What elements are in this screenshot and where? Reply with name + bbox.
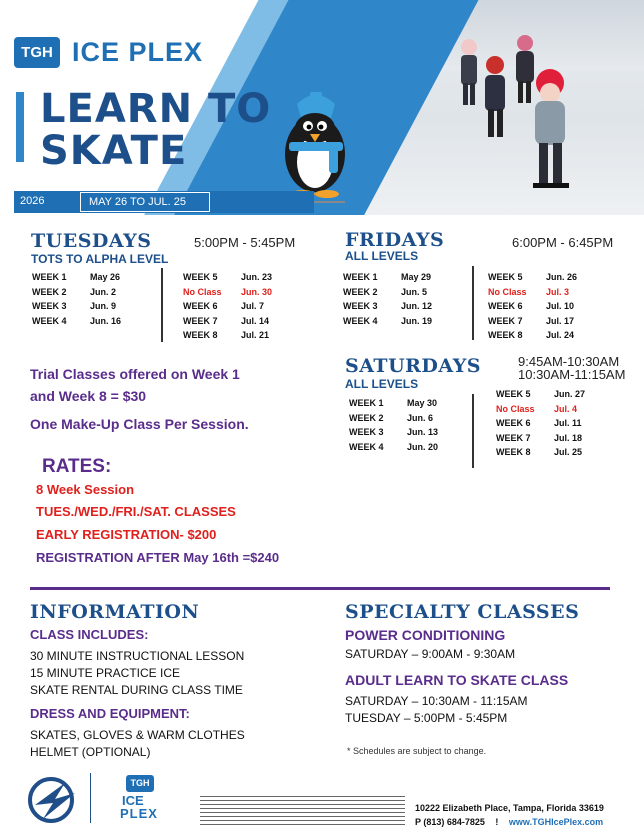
- week-date: Jun. 23: [241, 272, 273, 283]
- week-date: Jul. 14: [241, 315, 270, 326]
- week-row: [488, 328, 577, 343]
- week-label: WEEK 2: [343, 286, 378, 297]
- week-label: WEEK 1: [343, 272, 378, 283]
- week-date: Jun. 6: [407, 412, 434, 423]
- week-date: May 26: [90, 272, 121, 283]
- week-row: [183, 328, 272, 343]
- week-date: Jul. 24: [546, 330, 575, 341]
- week-label: WEEK 4: [32, 315, 67, 326]
- tuesdays-heading: TUESDAYS: [31, 230, 152, 252]
- week-label: WEEK 2: [32, 286, 67, 297]
- fridays-heading: FRIDAYS: [345, 229, 445, 251]
- season-date-range: MAY 26 TO JUL. 25: [80, 192, 210, 212]
- week-label: WEEK 6: [183, 301, 218, 312]
- week-label: WEEK 7: [183, 315, 218, 326]
- week-date: Jul. 17: [546, 315, 575, 326]
- information-heading: INFORMATION: [30, 601, 200, 623]
- week-label: WEEK 3: [349, 427, 384, 438]
- saturdays-times: [518, 355, 625, 381]
- adult-class-times: [345, 693, 528, 727]
- tuesdays-weeks-col2: [183, 270, 272, 343]
- week-row: [32, 299, 121, 314]
- week-row: [343, 299, 432, 314]
- dress-item: HELMET (OPTIONAL): [30, 745, 151, 759]
- footer-logo-divider: [90, 773, 91, 823]
- footer-website-link[interactable]: www.TGHIcePlex.com: [508, 817, 604, 827]
- skaters-illustration: [455, 35, 644, 215]
- week-row: [349, 396, 438, 411]
- week-date: Jun. 26: [546, 272, 578, 283]
- week-label: WEEK 1: [32, 272, 67, 283]
- tgh-logo: TGH: [14, 37, 60, 68]
- includes-item: 30 MINUTE INSTRUCTIONAL LESSON: [30, 649, 245, 663]
- footer-separator: !: [495, 817, 499, 827]
- schedule-note: * Schedules are subject to change.: [347, 746, 487, 756]
- trial-line-2: and Week 8 = $30: [30, 388, 147, 404]
- footer-contact: [415, 803, 604, 827]
- week-date: May 29: [401, 272, 432, 283]
- week-label: No Class: [183, 286, 222, 297]
- week-row: [496, 445, 585, 460]
- fridays-level: ALL LEVELS: [345, 249, 419, 263]
- week-label: WEEK 1: [349, 398, 384, 409]
- week-label: WEEK 8: [496, 447, 531, 458]
- week-date: Jun. 13: [407, 427, 439, 438]
- week-row: [488, 299, 577, 314]
- week-label: WEEK 7: [496, 432, 531, 443]
- week-row: [496, 416, 585, 431]
- class-includes-list: [30, 648, 244, 699]
- dress-equipment-heading: DRESS AND EQUIPMENT:: [30, 706, 190, 721]
- week-date: Jun. 9: [90, 301, 117, 312]
- saturdays-time-1: 9:45AM-10:30AM: [518, 354, 620, 369]
- week-row: [343, 270, 432, 285]
- footer-phone: P (813) 684-7825: [415, 817, 485, 827]
- week-row: [349, 440, 438, 455]
- fridays-weeks-col2: [488, 270, 577, 343]
- week-date: Jul. 21: [241, 330, 270, 341]
- adult-class-heading: ADULT LEARN TO SKATE CLASS: [345, 672, 569, 688]
- column-divider: [161, 268, 163, 342]
- adult-time: SATURDAY – 10:30AM - 11:15AM: [345, 694, 528, 708]
- week-label: WEEK 8: [488, 330, 523, 341]
- week-label: WEEK 5: [488, 272, 523, 283]
- week-date: Jun. 30: [241, 286, 273, 297]
- dress-item: SKATES, GLOVES & WARM CLOTHES: [30, 728, 245, 742]
- week-label: WEEK 3: [32, 301, 67, 312]
- rates-early-registration: EARLY REGISTRATION- $200: [36, 527, 217, 542]
- saturdays-heading: SATURDAYS: [345, 355, 481, 377]
- saturdays-level: ALL LEVELS: [345, 377, 419, 391]
- rates-classes: TUES./WED./FRI./SAT. CLASSES: [36, 504, 236, 519]
- rates-late-registration: REGISTRATION AFTER May 16th =$240: [36, 550, 280, 565]
- column-divider: [472, 266, 474, 340]
- week-date: Jul. 25: [554, 447, 583, 458]
- no-class-row: [496, 402, 585, 417]
- week-row: [32, 285, 121, 300]
- season-year: 2026: [20, 195, 45, 207]
- week-label: WEEK 8: [183, 330, 218, 341]
- title-line-2: SKATE: [40, 128, 188, 174]
- footer-tgh-mark: TGH: [126, 775, 154, 792]
- power-conditioning-time: SATURDAY – 9:00AM - 9:30AM: [345, 647, 516, 661]
- week-label: WEEK 4: [343, 315, 378, 326]
- week-label: WEEK 2: [349, 412, 384, 423]
- rates-heading: RATES:: [42, 456, 112, 477]
- week-label: No Class: [496, 403, 535, 414]
- week-row: [496, 387, 585, 402]
- week-row: [32, 314, 121, 329]
- column-divider: [472, 394, 474, 468]
- makeup-note: One Make-Up Class Per Session.: [30, 416, 249, 432]
- page-title: [40, 88, 271, 172]
- week-row: [183, 314, 272, 329]
- includes-item: 15 MINUTE PRACTICE ICE: [30, 666, 181, 680]
- title-accent-bar: [16, 92, 24, 162]
- ice-plex-logo-text: ICE PLEX: [72, 37, 204, 67]
- week-date: Jul. 11: [554, 418, 582, 429]
- week-row: [343, 285, 432, 300]
- week-label: WEEK 5: [183, 272, 218, 283]
- week-row: [183, 299, 272, 314]
- footer-logo-ice: ICE: [122, 793, 144, 808]
- footer-lines: [200, 796, 405, 828]
- week-row: [183, 270, 272, 285]
- tuesdays-time: 5:00PM - 5:45PM: [194, 235, 296, 250]
- includes-item: SKATE RENTAL DURING CLASS TIME: [30, 683, 243, 697]
- week-label: WEEK 5: [496, 389, 531, 400]
- power-conditioning-heading: POWER CONDITIONING: [345, 627, 506, 643]
- saturdays-weeks-col1: [349, 396, 438, 454]
- week-label: No Class: [488, 286, 527, 297]
- no-class-row: [488, 285, 577, 300]
- week-row: [343, 314, 432, 329]
- section-divider: [30, 587, 610, 590]
- week-date: Jun. 19: [401, 315, 433, 326]
- week-date: Jun. 5: [401, 286, 428, 297]
- header-banner: [0, 0, 644, 215]
- fridays-weeks-col1: [343, 270, 432, 328]
- week-date: Jul. 18: [554, 432, 583, 443]
- tuesdays-weeks-col1: [32, 270, 121, 328]
- week-date: Jul. 10: [546, 301, 575, 312]
- trial-offer: [30, 363, 240, 407]
- week-date: Jul. 7: [241, 301, 265, 312]
- week-date: Jun. 12: [401, 301, 433, 312]
- fridays-time: 6:00PM - 6:45PM: [512, 235, 614, 250]
- week-date: Jun. 27: [554, 389, 586, 400]
- week-label: WEEK 4: [349, 441, 384, 452]
- week-label: WEEK 3: [343, 301, 378, 312]
- specialty-heading: SPECIALTY CLASSES: [345, 601, 580, 623]
- tuesdays-level: TOTS TO ALPHA LEVEL: [31, 252, 169, 266]
- dress-equipment-list: [30, 727, 245, 761]
- week-row: [488, 270, 577, 285]
- week-row: [349, 425, 438, 440]
- week-row: [349, 411, 438, 426]
- week-label: WEEK 6: [496, 418, 531, 429]
- week-date: Jul. 3: [546, 286, 570, 297]
- week-row: [488, 314, 577, 329]
- week-label: WEEK 7: [488, 315, 523, 326]
- no-class-row: [183, 285, 272, 300]
- title-line-1: LEARN TO: [40, 86, 272, 132]
- footer-logo-plex: PLEX: [120, 806, 158, 821]
- saturdays-time-2: 10:30AM-11:15AM: [518, 367, 626, 382]
- footer-address: 10222 Elizabeth Place, Tampa, Florida 33619: [415, 803, 604, 813]
- week-date: Jul. 4: [554, 403, 578, 414]
- trial-line-1: Trial Classes offered on Week 1: [30, 366, 240, 382]
- week-date: Jun. 20: [407, 441, 439, 452]
- penguin-mascot-icon: [265, 92, 365, 204]
- week-date: May 30: [407, 398, 438, 409]
- saturdays-weeks-col2: [496, 387, 585, 460]
- rates-session: 8 Week Session: [36, 482, 135, 497]
- footer-ice-plex-logo: [120, 775, 158, 820]
- week-label: WEEK 6: [488, 301, 523, 312]
- week-date: Jun. 2: [90, 286, 117, 297]
- week-row: [32, 270, 121, 285]
- week-row: [496, 431, 585, 446]
- class-includes-heading: CLASS INCLUDES:: [30, 627, 149, 642]
- adult-time: TUESDAY – 5:00PM - 5:45PM: [345, 711, 508, 725]
- lightning-logo-icon: [25, 775, 105, 825]
- week-date: Jun. 16: [90, 315, 122, 326]
